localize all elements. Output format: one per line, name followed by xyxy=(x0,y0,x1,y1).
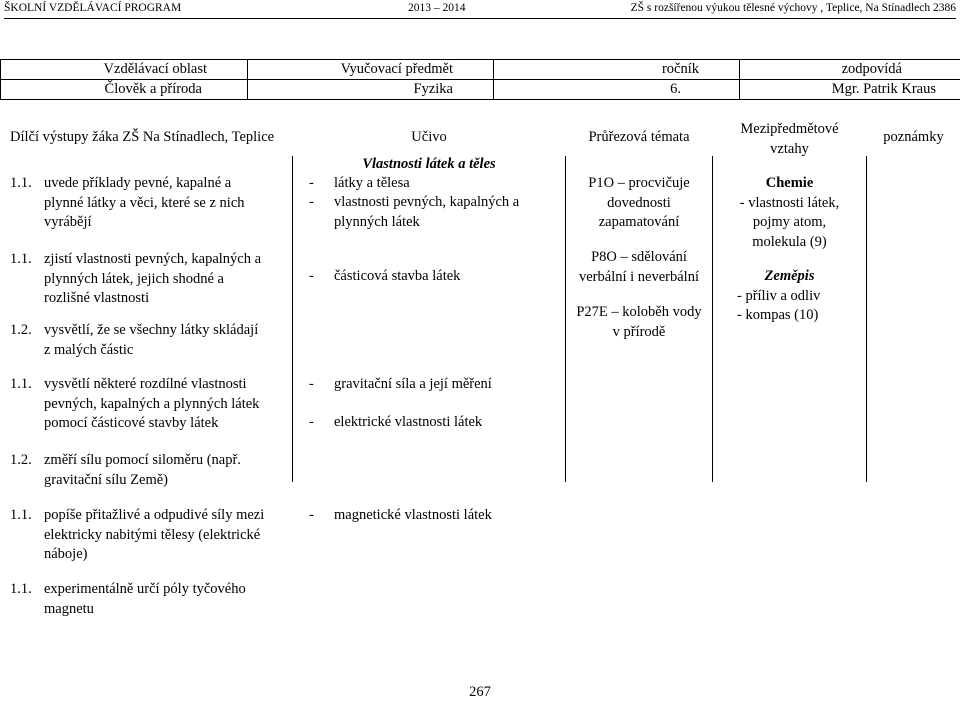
bullet-dash: - xyxy=(309,194,314,210)
chemistry-line: - vlastnosti látek, xyxy=(739,194,840,211)
outcome-number: 1.1. xyxy=(10,251,32,267)
chemistry-title: Chemie xyxy=(765,175,814,191)
outcome-line: změří sílu pomocí siloměru (např. xyxy=(44,452,241,468)
running-header xyxy=(4,0,956,19)
col-divider xyxy=(292,156,293,482)
cross-topic-line: verbální i neverbální xyxy=(579,268,699,285)
info-header-responsible: zodpovídá xyxy=(740,60,960,80)
outcome-line: plynných látek, jejich shodné a xyxy=(44,270,224,287)
bullet-dash: - xyxy=(309,175,314,191)
outcome-number: 1.1. xyxy=(10,507,32,523)
curriculum-line: gravitační síla a její měření xyxy=(334,376,492,392)
chemistry-line: pojmy atom, xyxy=(752,214,827,230)
info-header-grade: ročník xyxy=(494,60,740,80)
header-curriculum: Učivo xyxy=(411,129,447,145)
outcome-number: 1.2. xyxy=(10,322,32,338)
outcome-line: zjistí vlastnosti pevných, kapalných a xyxy=(44,251,262,267)
outcome-line: náboje) xyxy=(44,546,88,562)
cross-topic-line: v přírodě xyxy=(612,323,666,340)
bullet-dash: - xyxy=(309,376,314,392)
bullet-dash: - xyxy=(309,414,314,430)
cross-topic xyxy=(566,303,712,342)
curriculum-line: částicová stavba látek xyxy=(334,268,461,284)
inter-chemistry xyxy=(713,174,866,252)
subject-info-table xyxy=(0,59,960,100)
cross-topic-line: dovednosti xyxy=(607,194,671,211)
cross-topic-line: P27E – koloběh vody xyxy=(576,304,702,320)
info-header-subject: Vyučovací předmět xyxy=(248,60,494,80)
outcome-number: 1.2. xyxy=(10,452,32,468)
outcome-line: pomocí částicové stavby látek xyxy=(44,415,219,431)
header-interdisciplinary-line1: Mezipředmětové xyxy=(740,121,839,137)
outcome-line: elektricky nabitými tělesy (elektrické xyxy=(44,526,261,543)
info-header-row xyxy=(1,60,960,80)
outcome-line: vyrábějí xyxy=(44,214,92,230)
cross-topic-line: zapamatování xyxy=(598,214,680,230)
curriculum-line: plynných látek xyxy=(334,213,420,230)
header-notes: poznámky xyxy=(883,129,944,145)
outcome-line: pevných, kapalných a plynných látek xyxy=(44,395,260,412)
school-name: ZŠ s rozšířenou výukou tělesné výchovy , Teplice, Na Stínadlech 2386 xyxy=(630,2,956,14)
header-cross-topics: Průřezová témata xyxy=(588,129,690,145)
outcome-number: 1.1. xyxy=(10,581,32,597)
info-value-grade: 6. xyxy=(494,80,740,100)
geography-title: Zeměpis xyxy=(764,268,815,284)
cross-topic xyxy=(566,248,712,287)
outcome-line: plynné látky a věci, které se z nich xyxy=(44,194,245,211)
outcome-line: popíše přitažlivé a odpudivé síly mezi xyxy=(44,507,265,523)
header-outcomes: Dílčí výstupy žáka ZŠ Na Stínadlech, Teplice xyxy=(10,129,275,145)
info-value-responsible: Mgr. Patrik Kraus xyxy=(740,80,960,100)
outcome-line: rozlišné vlastnosti xyxy=(44,290,150,306)
header-interdisciplinary xyxy=(713,120,866,159)
bullet-dash: - xyxy=(309,507,314,523)
bullet-dash: - xyxy=(309,268,314,284)
cross-topic-line: P1O – procvičuje xyxy=(588,175,690,191)
cross-topic xyxy=(566,174,712,233)
curriculum-line: látky a tělesa xyxy=(334,175,410,191)
info-value-area: Člověk a příroda xyxy=(1,80,248,100)
chemistry-line: molekula (9) xyxy=(752,233,827,250)
school-program-label: ŠKOLNÍ VZDĚLÁVACÍ PROGRAM xyxy=(4,2,182,14)
geography-line: - kompas (10) xyxy=(737,307,819,323)
outcome-line: experimentálně určí póly tyčového xyxy=(44,581,246,597)
outcome-line: magnetu xyxy=(44,600,94,617)
curriculum-heading: Vlastnosti látek a těles xyxy=(362,156,496,172)
header-interdisciplinary-line2: vztahy xyxy=(770,140,809,157)
curriculum-line: magnetické vlastnosti látek xyxy=(334,507,492,523)
col-divider xyxy=(866,156,867,482)
info-value-row xyxy=(1,80,960,100)
outcome-line: uvede příklady pevné, kapalné a xyxy=(44,175,232,191)
page-number: 267 xyxy=(469,684,491,700)
school-years: 2013 – 2014 xyxy=(408,2,466,14)
outcome-number: 1.1. xyxy=(10,175,32,191)
cross-topic-line: P8O – sdělování xyxy=(591,249,687,265)
outcome-line: z malých částic xyxy=(44,341,134,358)
outcome-line: vysvětlí některé rozdílné vlastnosti xyxy=(44,376,247,392)
curriculum-line: vlastnosti pevných, kapalných a xyxy=(334,194,520,210)
info-header-area: Vzdělávací oblast xyxy=(1,60,248,80)
outcome-line: vysvětlí, že se všechny látky skládají xyxy=(44,322,259,338)
curriculum-table xyxy=(0,120,960,660)
geography-line: - příliv a odliv xyxy=(737,287,821,304)
info-value-subject: Fyzika xyxy=(248,80,494,100)
curriculum-line: elektrické vlastnosti látek xyxy=(334,414,483,430)
outcome-line: gravitační sílu Země) xyxy=(44,471,169,488)
inter-geography xyxy=(713,267,866,326)
outcome-number: 1.1. xyxy=(10,376,32,392)
